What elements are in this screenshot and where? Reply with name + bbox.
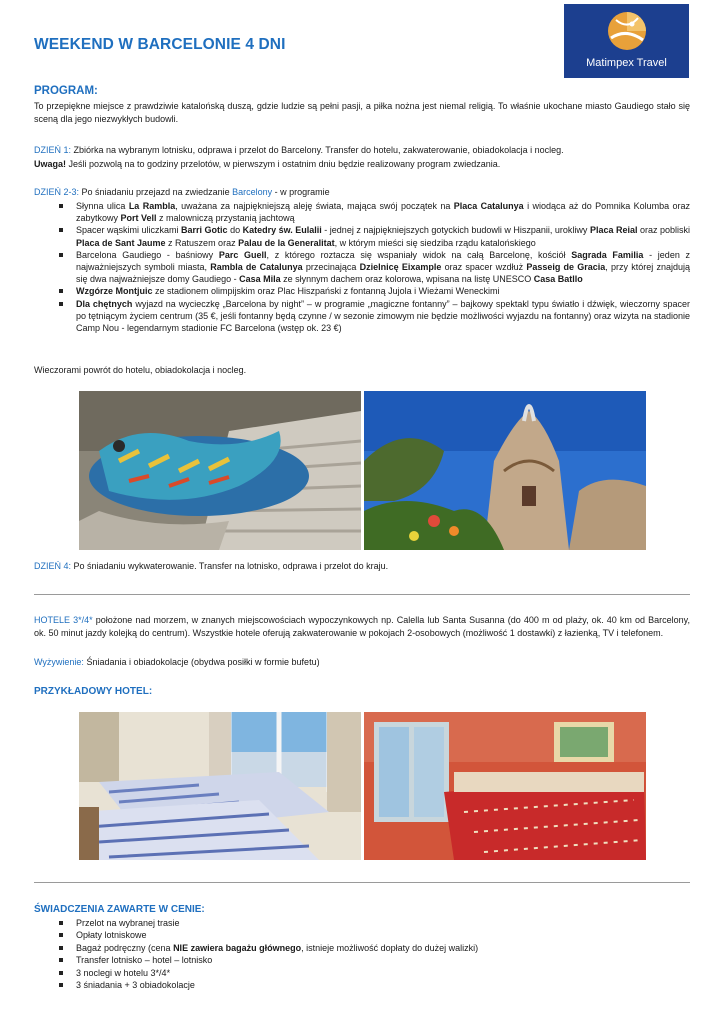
day23-label: DZIEŃ 2-3:	[34, 187, 80, 197]
hotels-label: HOTELE 3*/4*	[34, 615, 93, 625]
program-list-item	[34, 224, 690, 248]
included-list-item	[34, 979, 690, 991]
plain-text: z Ratuszem oraz	[165, 237, 239, 248]
day4-text: Po śniadaniu wykwaterowanie. Transfer na lotnisko, odprawa i przelot do kraju.	[71, 561, 389, 571]
highlight-text: Parc Guell	[218, 249, 267, 260]
plain-text: Bagaż podręczny (cena	[76, 942, 174, 953]
highlight-text: La Rambla	[128, 201, 176, 211]
highlight-text: Casa Batllo	[533, 274, 583, 285]
highlight-text: Placa de Sant Jaume	[76, 237, 166, 248]
plain-text: oraz pobliski	[637, 225, 691, 236]
photo-parc-guell-dragon	[79, 391, 361, 550]
plain-text: - jeden z najważniejszych symboli miasta,	[76, 249, 691, 273]
photo-hotel-room-2	[364, 712, 646, 860]
day4-paragraph	[34, 560, 388, 573]
program-list-item	[34, 249, 690, 286]
program-intro: To przepiękne miejsce z prawdziwie katalońską duszą, gdzie ludzie są pełni pasji, a piłka nożna jest niemal religią. To właśnie ukochane miasto Gaudiego stało się sceną dla jego niezwykłych budowli.	[34, 101, 690, 124]
included-list-item	[34, 967, 690, 979]
day4-label: DZIEŃ 4:	[34, 561, 72, 571]
day23-paragraph	[34, 186, 690, 199]
included-list-item	[34, 929, 690, 941]
plain-text: , przy której znajdują się dwa najważniejsze domy Gaudiego -	[76, 262, 690, 285]
highlight-text: Sagrada Familia	[571, 249, 644, 260]
plain-text: 3 śniadania + 3 obiadokolacje	[76, 980, 195, 991]
program-list	[34, 200, 690, 334]
food-paragraph	[34, 656, 320, 669]
highlight-text: Casa Mila	[239, 274, 281, 285]
program-list-item	[34, 298, 690, 335]
plain-text: ze słynnym dachem oraz kolorowa, wpisana na listę UNESCO	[280, 274, 534, 285]
plain-text: , w którym mieści się siedziba rządu katalońskiego	[334, 237, 536, 248]
highlight-text: Wzgórze Montjuic	[76, 286, 153, 297]
plain-text: Słynna ulica	[76, 201, 129, 211]
day1-paragraph	[34, 144, 690, 157]
hotels-text: położone nad morzem, w znanych miejscowościach wypoczynkowych np. Calella lub Santa Susanna (do 400 m od plaży, ok. 40 km od Barcelony, ok. 50 minut jazdy kolejką do centrum). Wszystkie hotele oferują zakwaterowanie w pokojach 2-osobowych (możliwość 1 dostawki) z łazienką, TV i telefonem.	[34, 615, 690, 638]
note-label: Uwaga!	[34, 159, 67, 169]
highlight-text: Dla chętnych	[76, 298, 133, 309]
plain-text: oraz spacer wzdłuż	[441, 262, 527, 273]
program-list-item	[34, 200, 690, 224]
divider-1	[34, 594, 690, 595]
plain-text: i wiodąca aż do Pomnika Kolumba oraz zabytkowy	[76, 201, 691, 224]
highlight-text: Dzielnicę Eixample	[359, 262, 442, 273]
plain-text: , istnieje możliwość dopłaty do dużej walizki)	[301, 942, 479, 953]
highlight-text: Katedry św. Eulalii	[242, 225, 322, 236]
example-hotel-heading: PRZYKŁADOWY HOTEL:	[34, 686, 153, 697]
plain-text: przecinająca	[302, 262, 360, 273]
day1-note	[34, 158, 690, 171]
day23-text-before: Po śniadaniu przejazd na zwiedzanie	[79, 187, 233, 197]
plain-text: Przelot na wybranej trasie	[76, 918, 180, 928]
highlight-text: Barri Gotic	[181, 225, 228, 236]
divider-2	[34, 882, 690, 883]
day23-text-after: - w programie	[272, 187, 330, 197]
highlight-text: Rambla de Catalunya	[210, 262, 303, 273]
photo-hotel-room-1	[79, 712, 361, 860]
globe-logo-icon	[606, 10, 648, 52]
food-label: Wyżywienie:	[34, 657, 84, 667]
program-list-item	[34, 285, 690, 297]
plain-text: do	[227, 225, 243, 236]
highlight-text: Placa Catalunya	[453, 201, 524, 211]
photo-parc-guell-house	[364, 391, 646, 550]
page-title: WEEKEND W BARCELONIE 4 DNI	[34, 36, 286, 53]
highlight-text: Palau de la Generalitat	[238, 237, 335, 248]
plain-text: 3 noclegi w hotelu 3*/4*	[76, 967, 171, 978]
plain-text: ze stadionem olimpijskim oraz Plac Hiszpański z fontanną Jujola i Wieżami Weneckimi	[152, 286, 500, 297]
food-text: Śniadania i obiadokolacje (obydwa posiłki w formie bufetu)	[83, 657, 320, 667]
plain-text: , z którego roztacza się wspaniały widok na całą Barcelonę, kościół	[266, 249, 572, 260]
plain-text: Transfer lotnisko – hotel – lotnisko	[76, 955, 213, 966]
highlight-text: Port Vell	[120, 213, 157, 224]
plain-text: Barcelona Gaudiego - baśniowy	[76, 249, 219, 260]
hotels-paragraph	[34, 614, 690, 639]
company-logo	[564, 4, 689, 78]
included-list	[34, 917, 690, 991]
included-list-item	[34, 954, 690, 966]
plain-text: Spacer wąskimi uliczkami	[76, 225, 182, 236]
note-text: Jeśli pozwolą na to godziny przelotów, w pierwszym i ostatnim dniu będzie realizowany program zwiedzania.	[66, 159, 501, 169]
day1-text: Zbiórka na wybranym lotnisku, odprawa i przelot do Barcelony. Transfer do hotelu, zakwaterowanie, obiadokolacja i nocleg.	[71, 145, 564, 155]
logo-text: Matimpex Travel	[586, 57, 667, 69]
included-list-item	[34, 942, 690, 954]
day1-label: DZIEŃ 1:	[34, 145, 72, 155]
plain-text: wyjazd na wycieczkę „Barcelona by night” – w programie „magiczne fontanny” – bajkowy spektakl typu światło i dźwięk, wieczorny spacer po tętniącym życiem centrum (35 €, jeśli fontanny będą czynne / w sezonie zimowym nie będzie możliwości wyjazdu na fontanny) oraz wizyta na stadionie Camp Nou - legendarnym stadionie FC Barcelona (wstęp ok. 23 €)	[76, 298, 690, 334]
plain-text: z malowniczą przystanią jachtową	[156, 213, 295, 224]
included-list-item	[34, 917, 690, 929]
plain-text: - jednej z najpiękniejszych gotyckich budowli w Hiszpanii, urokliwy	[321, 225, 590, 236]
included-heading: ŚWIADCZENIA ZAWARTE W CENIE:	[34, 904, 205, 915]
evening-text: Wieczorami powrót do hotelu, obiadokolacja i nocleg.	[34, 365, 247, 375]
plain-text: Opłaty lotniskowe	[76, 930, 147, 941]
highlight-text: NIE zawiera bagażu głównego	[173, 942, 302, 953]
program-heading: PROGRAM:	[34, 85, 98, 97]
highlight-text: Placa Reial	[589, 225, 638, 236]
highlight-text: Passeig de Gracia	[526, 262, 606, 273]
day23-city: Barcelony	[232, 187, 273, 197]
plain-text: , uważana za najpiękniejszą aleję świata, mająca swój początek na	[175, 201, 454, 211]
